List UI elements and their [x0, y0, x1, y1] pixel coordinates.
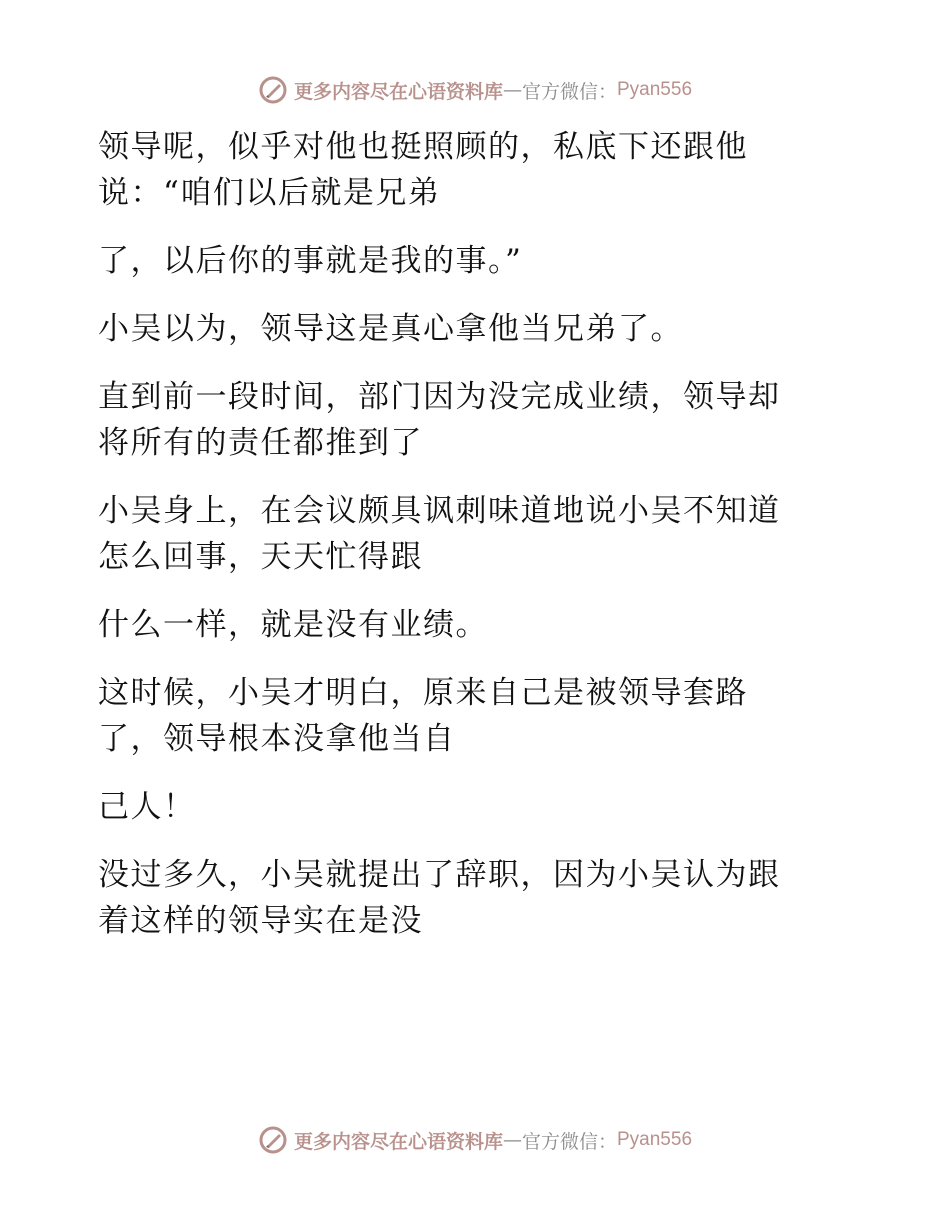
banner-wechat-label: 官方微信：: [521, 1130, 617, 1153]
banner-title: 更多内容尽在心语资料库: [293, 80, 503, 103]
text-line: 没过多久，小吴就提出了辞职，因为小吴认为跟: [98, 857, 781, 893]
text-line: 着这样的领导实在是没: [98, 903, 423, 939]
banner-separator: —: [502, 1129, 522, 1151]
banner-wechat-id: Pyan556: [617, 1129, 693, 1150]
banner-wechat-label: 官方微信：: [521, 80, 617, 103]
text-line: 什么一样，就是没有业绩。: [98, 607, 488, 643]
quill-logo-icon: [258, 1125, 288, 1155]
text-line: 说：“咱们以后就是兄弟: [98, 175, 441, 211]
text-line: 怎么回事，天天忙得跟: [98, 539, 423, 575]
header-banner: [0, 70, 950, 110]
text-line: 这时候，小吴才明白，原来自己是被领导套路: [98, 675, 748, 711]
text-line: 直到前一段时间，部门因为没完成业绩，领导却: [98, 379, 781, 415]
text-line: 将所有的责任都推到了: [98, 425, 423, 461]
quill-logo-icon: [258, 75, 288, 105]
text-line: 小吴以为，领导这是真心拿他当兄弟了。: [98, 311, 683, 347]
text-line: 了，领导根本没拿他当自: [98, 721, 456, 757]
banner-separator: —: [502, 79, 522, 101]
text-line: 了，以后你的事就是我的事。”: [98, 243, 523, 279]
document-body: [98, 124, 838, 944]
banner-wechat-id: Pyan556: [617, 79, 693, 100]
footer-banner: [0, 1120, 950, 1160]
text-line: 己人！: [98, 789, 196, 825]
text-line: 领导呢，似乎对他也挺照顾的，私底下还跟他: [98, 129, 748, 165]
banner-title: 更多内容尽在心语资料库: [293, 1130, 503, 1153]
text-line: 小吴身上，在会议颇具讽刺味道地说小吴不知道: [98, 493, 781, 529]
